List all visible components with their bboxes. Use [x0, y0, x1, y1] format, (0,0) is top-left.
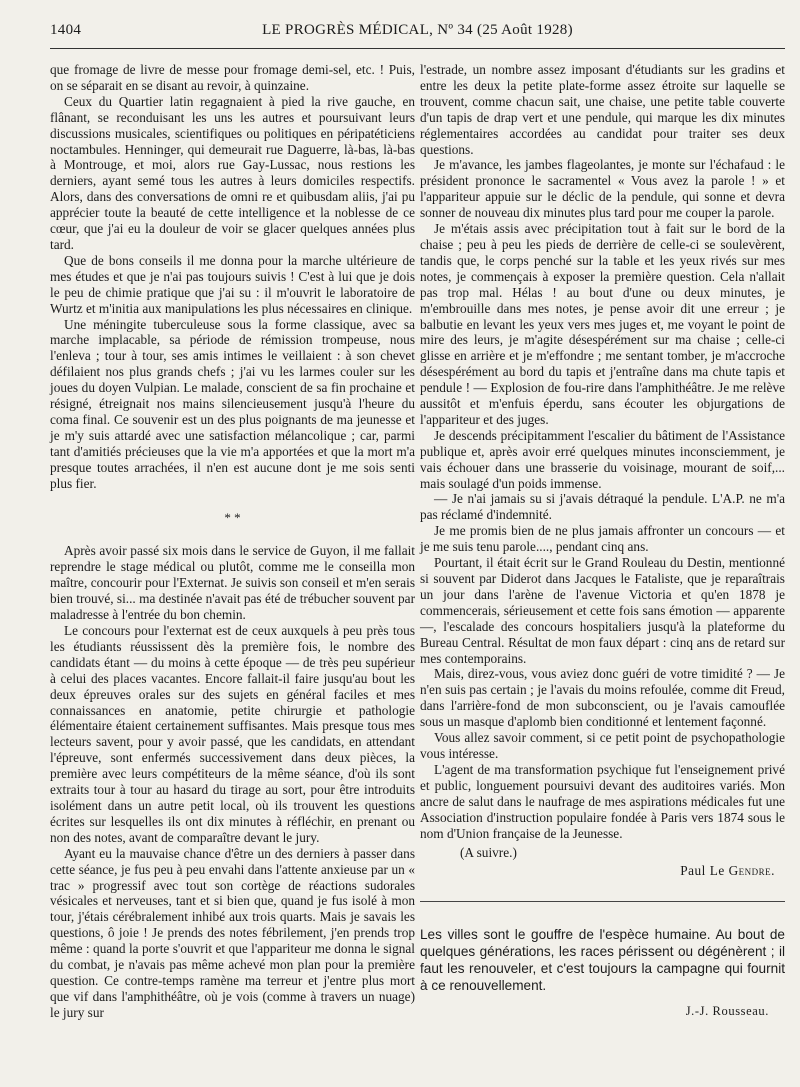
- paragraph: Ceux du Quartier latin regagnaient à pied la rive gauche, en flânant, se reconduisant les uns les autres et poursuivant leurs discussions musicales, scientifiques ou politiques en péripatéticiens noctambules. Henninger, qui demeurait rue Daguerre, là-bas, là-bas à Montrouge, et moi, alors rue Gay-Lussac, nous restions les derniers, ayant semé tous les autres à leurs domiciles respectifs. Alors, dans des conversations de omni re et quibusdam aliis, j'ai pu apprécier toute la beauté de cette intelligence et la noblesse de ce cœur, que j'ai eu la douleur de voir se glacer quelques années plus tard.: [50, 93, 415, 252]
- signature-first: Paul Le: [680, 863, 725, 879]
- to-be-continued: (A suivre.): [460, 845, 517, 861]
- left-column: [50, 62, 415, 1021]
- paragraph: que fromage de livre de messe pour fromage demi-sel, etc. ! Puis, on se séparait en se disant au revoir, à quinzaine.: [50, 62, 415, 93]
- journal-title: LE PROGRÈS MÉDICAL, Nº 34 (25 Août 1928): [262, 22, 573, 38]
- right-column: [420, 62, 785, 1020]
- paragraph: Je m'étais assis avec précipitation tout à fait sur le bord de la chaise ; peu à peu les pieds de derrière de celle-ci se soulevèrent, tandis que, le corps penché sur la table et les yeux rivés sur mes notes, je commençais à exposer la première question. Cela n'allait pas trop mal. Hélas ! au bout d'une ou deux minutes, je m'embrouille dans mes notes, je pense avoir dit une erreur ; je balbutie en levant les yeux vers mes juges et, me voyant le point de mire des leurs, je m'agite désespérément sur ma chaise ; celle-ci glisse en arrière et je m'effondre ; me sentant tomber, je m'accroche désespérément au bord du tapis et j'entraîne dans ma chute tapis et pendule ! — Explosion de fou-rire dans l'amphithéâtre. Je me relève aussitôt et m'enfuis éperdu, sans écouter les objurgations de l'appariteur et des juges.: [420, 221, 785, 427]
- paragraph: Le concours pour l'externat est de ceux auxquels à peu près tous les étudiants réussissent dès la première fois, le nombre des candidats étant — du moins à cette époque — de très peu supérieur à celui des places vacantes. Encore fallait-il faire jusqu'au bout les deux épreuves orales sur des sujets en général faciles et mes connaissances en anatomie, petite chirurgie et pathologie élémentaire étaient certainement suffisantes. Mais presque tous mes lecteurs savent, pour y avoir passé, que les candidats, en attendant l'épreuve, sont enfermés successivement dans deux pièces, la première avec leurs compétiteurs de la même séance, d'où ils sont extraits tour à tour au hasard du tirage au sort, pour être introduits isolément dans un autre petit local, où ils trouvent les questions écrites sur lesquelles ils ont dix minutes à réfléchir, en prenant ou non des notes, avant de comparaître devant le jury.: [50, 623, 415, 845]
- paragraph: Après avoir passé six mois dans le service de Guyon, il me fallait reprendre le stage médical ou plutôt, comme me le conseilla mon maître, concourir pour l'Externat. Je suivis son conseil et m'en serais bien trouvé, si... ma destinée n'avait pas été de trébucher souvent par maladresse à l'entrée du bon chemin.: [50, 543, 415, 623]
- paragraph: l'estrade, un nombre assez imposant d'étudiants sur les gradins et entre les deux la petite plate-forme assez étroite sur laquelle se trouvent, comme chacun sait, une chaise, une petite table couverte d'un tapis de drap vert et une pendule, qui marque les dix minutes réglementaires accordées au candidat pour traiter ses deux questions.: [420, 62, 785, 157]
- paragraph: Ayant eu la mauvaise chance d'être un des derniers à passer dans cette séance, je fus peu à peu envahi dans l'attente anxieuse par un « trac » progressif avec tout son cortège de réactions sudorales vésicales et nerveuses, tant et si bien que, quand je fus isolé à mon tour, j'étais cérébralement inhibé aux trois quarts. Mais je savais les questions, ô joie ! Je prends des notes fébrilement, j'en prends trop même : quand la porte s'ouvrit et que l'appariteur me donna le signal du combat, je n'avais pas même achevé mon plan pour la première question. Ce contre-temps ramène ma terreur et j'entre plus mort que vif dans l'amphithéâtre, où je vois (comme à travers un nuage) le jury sur: [50, 845, 415, 1020]
- paragraph: — Je n'ai jamais su si j'avais détraqué la pendule. L'A.P. ne m'a pas réclamé d'indemnité.: [420, 491, 785, 523]
- quote-author: J.-J. Rousseau.: [685, 1004, 769, 1019]
- paragraph: Une méningite tuberculeuse sous la forme classique, avec sa marche implacable, sa période de rémission trompeuse, nous l'enleva ; tour à tour, ses amis intimes le veillaient : à son chevet défilaient nos plus grands chefs ; j'ai vu les larmes couler sur les joues du doyen Vulpian. Le malade, conscient de sa fin prochaine et résigné, étreignait nos mains silencieusement jusqu'à l'heure du coma final. Ce souvenir est un des plus poignants de ma jeunesse et je m'y suis attardé avec une satisfaction mélancolique ; car, parmi tant d'amitiés précieuses que la vie m'a apportées et que la mort m'a presque toutes arrachées, il n'en est aucune dont je me sois senti plus fier.: [50, 316, 415, 491]
- page-number: 1404: [50, 22, 82, 38]
- paragraph: Pourtant, il était écrit sur le Grand Rouleau du Destin, mentionné si souvent par Diderot dans Jacques le Fataliste, que je reparaîtrais un jour dans l'arène de l'avenue Victoria et qu'en 1878 je commencerais, sérieusement et cette fois sans émotion — apparente —, l'escalade des concours hospitaliers jusqu'à la plateforme du Bureau Central. Résultat de mon faux départ : cinq ans de retard sur mes contemporains.: [420, 555, 785, 666]
- paragraph: Que de bons conseils il me donna pour la marche ultérieure de mes études et que je n'ai pas toujours suivis ! C'est à lui que je dois le peu de chimie pratique que j'ai su : il m'ouvrit le laboratoire de Wurtz et m'initia aux manipulations les plus nécessaires en clinique.: [50, 252, 415, 316]
- paragraph: Je me promis bien de ne plus jamais affronter un concours — et je me suis tenu parole...., pendant cinq ans.: [420, 523, 785, 555]
- epigraph-quote: Les villes sont le gouffre de l'espèce humaine. Au bout de quelques générations, les races périssent ou dégénèrent ; il faut les renouveler, et c'est toujours la campagne qui fournit à ce renouvellement.: [420, 927, 785, 994]
- paragraph: Vous allez savoir comment, si ce petit point de psychopathologie vous intéresse.: [420, 730, 785, 761]
- paragraph: L'agent de ma transformation psychique fut l'enseignement privé et public, longuement poursuivi devant des auditoires variés. Mon ancre de salut dans le naufrage de mes aspirations médicales fut une Association d'instruction populaire fondée à Paris vers 1874 sous le nom d'Union française de la Jeunesse.: [420, 761, 785, 841]
- quote-divider: [420, 901, 785, 902]
- paragraph: Mais, direz-vous, vous aviez donc guéri de votre timidité ? — Je n'en suis pas certain ; je l'avais du moins refoulée, comme dit Freud, dans l'arrière-fond de mon subconscient, ou je l'avais camouflée sous un masque d'aplomb bien conditionné et lentement façonné.: [420, 666, 785, 730]
- paragraph: Je descends précipitamment l'escalier du bâtiment de l'Assistance publique et, après avoir erré quelques minutes inconsciemment, je vais échouer dans une brasserie du voisinage, mourant de soif,... mais soulagé d'un poids immense.: [420, 427, 785, 491]
- section-asterism: * *: [224, 510, 241, 526]
- signature-last: Gendre.: [728, 863, 775, 879]
- author-signature: [420, 863, 785, 879]
- running-header: [50, 22, 785, 44]
- header-rule: [50, 48, 785, 49]
- paragraph: Je m'avance, les jambes flageolantes, je monte sur l'échafaud : le président prononce le sacramentel « Vous avez la parole ! » et l'appariteur appuie sur le déclic de la pendule, qui sonne et devra sonner de nouveau dix minutes plus tard pour me couper la parole.: [420, 157, 785, 221]
